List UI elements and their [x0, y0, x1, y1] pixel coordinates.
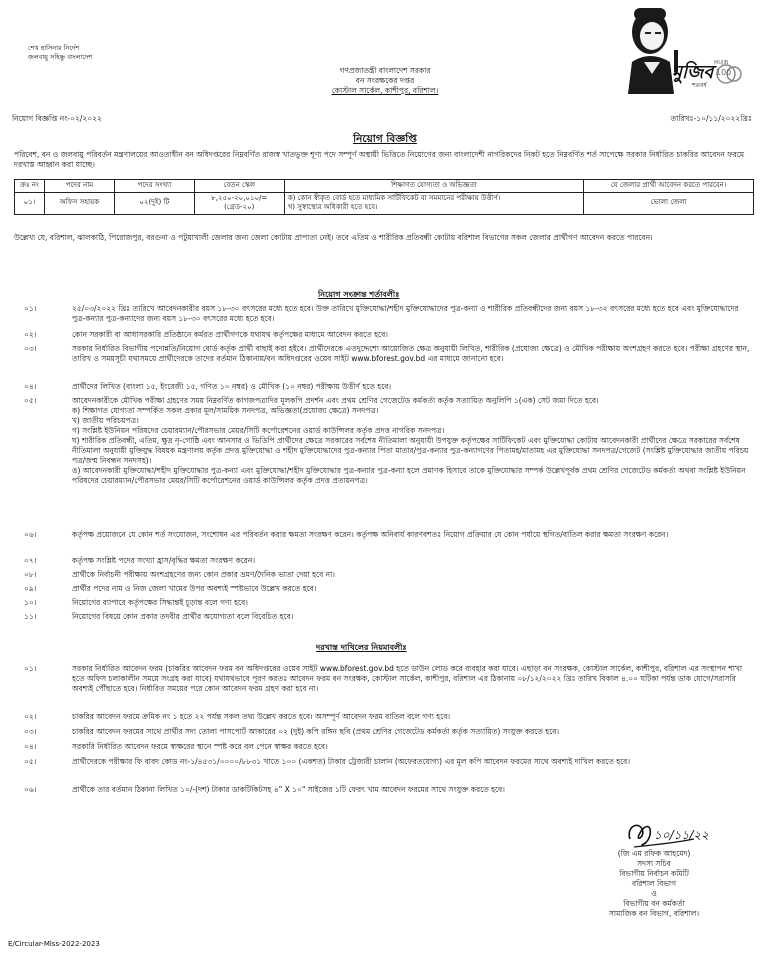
term-number: ০৪। [24, 382, 37, 391]
signer-block [574, 849, 734, 919]
motto-line-1: শেখ হাসিনার নির্দেশ [28, 44, 80, 52]
list-item [14, 727, 754, 737]
rule-number: ০৬। [24, 785, 37, 794]
qualification-item-2: খ) সুস্বাস্থ্যের অধিকারী হতে হবে। [287, 203, 378, 211]
cell-grade-value: (গ্রেড-২০) [224, 203, 255, 211]
term-number: ১০। [24, 598, 37, 607]
vacancy-table [14, 179, 754, 215]
rule-number: ০৪। [24, 742, 37, 751]
cell-district: ভোলা জেলা [584, 192, 754, 214]
list-item [14, 396, 754, 486]
list-item [14, 712, 754, 722]
signer-line-1: সদস্য সচিব [637, 859, 671, 868]
list-item [14, 584, 754, 594]
rule-text: চাকরির আবেদন ফরমে ক্রমিক নং ১ হতে ২২ পর্যন্ত সকল তথ্য উল্লেখ করতে হবে। অসম্পূর্ণ আবেদন ফরম বাতিল বলে গণ্য হবে। [72, 712, 451, 721]
org-line-1: গণপ্রজাতন্ত্রী বাংলাদেশ সরকার [339, 66, 431, 75]
terms-heading: নিয়োগ সংক্রান্ত শর্তাবলীঃ [318, 290, 400, 299]
signer-line-2: বিভাগীয় নির্বাচন কমিটি [619, 869, 689, 878]
rule-text: চাকরির আবেদন ফরমের সাথে প্রার্থীর সদ্য তোলা পাসপোর্ট আকারের ০২ (দুই) কপি রঙ্গিন ছবি (প্রথম শ্রেণির গেজেটেড কর্মকর্তা কর্তৃক সত্যায়িত) সংযুক্ত করতে হবে। [72, 727, 560, 736]
handwritten-signature [624, 817, 714, 851]
rule-number: ০৩। [24, 727, 37, 736]
cell-qualification [284, 192, 584, 214]
list-item [14, 304, 754, 324]
rule-number: ০১। [24, 664, 37, 673]
term-number: ০৫। [24, 396, 37, 405]
rule-text: প্রার্থীকে তার বর্তমান ঠিকানা লিখিত ১০/-(দশ) টাকার ডাকটিকিটসহ ৪" X ১০" সাইজের ১টি ফেরৎ খাম আবেদন ফরমের সাথে সংযুক্ত করতে হবে। [72, 785, 505, 794]
cell-post: অফিস সহায়ক [44, 192, 114, 214]
org-line-2: বন সংরক্ষকের দপ্তর [355, 76, 415, 85]
term-number: ০১। [24, 304, 37, 313]
memo-row [12, 114, 752, 126]
intro-paragraph: পরিবেশ, বন ও জলবায়ু পরিবর্তন মন্ত্রণালয়ের আওতাধীন বন অধিদপ্তরের নিম্নবর্ণিত রাজস্ব খাতভুক্ত শূণ্য পদে সম্পূর্ণ অস্থায়ী ভিত্তিতে নিয়োগের জন্য বাংলাদেশী নাগরিকদের নিকট হতে নিম্নবর্ণিত শর্ত সাপেক্ষে সরকার নির্ধারিত চাকরির আবেদন ফরমে দরখাস্ত আহ্বান করা যাচ্ছে। [14, 150, 745, 169]
term-number: ০৬। [24, 530, 37, 539]
mujib-centenary-emblem [614, 2, 742, 94]
list-item [14, 530, 754, 540]
signer-line-6: সামাজিক বন বিভাগ, বরিশাল। [608, 909, 700, 918]
qualification-item-1: ক) কোন স্বীকৃত বোর্ড হতে মাধ্যমিক সার্টিফিকেট বা সমমানের পরীক্ষায় উত্তীর্ণ। [287, 193, 501, 202]
table-header-row [15, 180, 754, 193]
list-item [14, 742, 754, 752]
term-number: ০২। [24, 330, 37, 339]
signer-name: (জি এম রফিক আহমেদ) [617, 849, 691, 858]
term-text: প্রার্থীদের লিখিত (বাংলা ১৫, ইংরেজী ১৫, গণিত ১০ নম্বর) ও মৌখিক (১০ নম্বর) পরীক্ষায় উত্তীর্ণ হতে হবে। [72, 382, 392, 391]
term-number: ০৩। [24, 344, 37, 353]
col-header-district: যে জেলার প্রার্থী আবেদন করতে পারবেন। [584, 180, 754, 193]
signature-date-scrawl: ১০/১১/২২ [654, 828, 709, 842]
memo-number: নিয়োগ বিজ্ঞপ্তি নং-০২/২০২২ [12, 114, 102, 123]
memo-date: তারিখঃ-১০/১১/২০২২খ্রিঃ [670, 114, 752, 123]
col-header-scale: বেতন স্কেল [194, 180, 284, 193]
list-item [14, 664, 754, 694]
motto-block [28, 44, 138, 62]
list-item [14, 785, 754, 795]
cell-serial: ০১। [15, 192, 45, 214]
term-text: আবেদনকারীকে মৌখিক পরীক্ষা গ্রহণের সময় নিম্নবর্ণিত কাগজপত্রাদির মূলকপি প্রদর্শন এবং প্রথম শ্রেণির গেজেটেড কর্মকর্তা কর্তৃক সত্যায়িত অনুলিপি ১(এক) সেট জমা দিতে হবে। [72, 396, 599, 405]
rule-text: প্রার্থীদেরকে পরীক্ষার ফি বাবদ কোড নং-১/৪৫৩১/০০০০/৮৮৩১ খাতে ১০০ (একশত) টাকার ট্রেজারী চালান (অফেরতযোগ্য) এর মূল কপি আবেদন ফরমের সাথে অবশ্যই দাখিল করতে হবে। [72, 757, 631, 766]
signer-line-3: বরিশাল বিভাগ [631, 879, 677, 888]
organization-header [250, 66, 520, 96]
term-text: ২৫/০৩/২০২২ খ্রিঃ তারিখে আবেদনকারীর বয়স ১৮-৩০ বৎসরের মধ্যে হতে হবে। উক্ত তারিখে মুক্তিযোদ্ধা/শহীদ মুক্তিযোদ্ধাদের পুত্র-কন্যা ও শারীরিক প্রতিবন্ধীদের জন্য বয়স ১৮-৩২ বৎসরের মধ্যে হতে হবে এবং মুক্তিযোদ্ধাদের পুত্র-কন্যার পুত্র-কন্যাদের জন্য বয়স ১৮-৩০ বৎসরের মধ্যে হতে হবে। [72, 304, 739, 323]
term-subitem: ক) শিক্ষাগত যোগ্যতা সম্পর্কিত সকল প্রকার মূল/সাময়িক সনদপত্র, অভিজ্ঞতা(প্রযোজ্য ক্ষেত্রে) সনদপত্র। [72, 406, 379, 415]
org-line-3: কোস্টাল সার্কেল, কাশীপুর, বরিশাল। [331, 86, 439, 95]
motto-line-2: জলবায়ু সহিষ্ণু বাংলাদেশ [28, 53, 93, 61]
term-number: ১১। [24, 612, 37, 621]
col-header-post: পদের নাম [44, 180, 114, 193]
term-number: ০৮। [24, 570, 37, 579]
emblem-script: মুজিব [672, 62, 714, 83]
list-item [14, 612, 754, 622]
emblem-small-text: শতবর্ষ [692, 82, 707, 89]
term-text: নিয়োগের ব্যাপারে কর্তৃপক্ষের সিদ্ধান্তই চূড়ান্ত বলে গণ্য হবে। [72, 598, 248, 607]
term-subitem: ঙ) আবেদনকারী মুক্তিযোদ্ধা/শহীদ মুক্তিযোদ্ধার পুত্র-কন্যা এবং মুক্তিযোদ্ধা/শহীদ মুক্তিযোদ্ধার পুত্র-কন্যার পুত্র-কন্যা হলে প্রমাণক হিসাবে তাকে মুক্তিযোদ্ধার সম্পর্ক উল্লেখপূর্বক প্রথম শ্রেণির গেজেটেড কর্মকর্তা অথবা সংশ্লিষ্ট ইউনিয়ন পরিষদের চেয়ারম্যান/পৌরসভার মেয়র/সিটি কর্পোরেশনের ওয়ার্ড কাউন্সিলর কর্তৃক প্রদত্ত প্রত্যয়নপত্র। [72, 466, 746, 485]
list-item [14, 382, 754, 392]
apply-rules-heading: দরখাস্ত দাখিলের নিয়মাবলীঃ [316, 643, 407, 652]
list-item [14, 330, 754, 340]
col-header-serial: ক্রঃ নং [15, 180, 45, 193]
cell-scale-value: ৮,২৫০-২০,০১০/= [211, 193, 268, 202]
term-subitem: গ) সংশ্লিষ্ট ইউনিয়ন পরিষদের চেয়ারম্যান/পৌরসভার মেয়র/সিটি কর্পোরেশনের ওয়ার্ড কাউন্সিলর কর্তৃক প্রদত্ত নাগরিক সনদপত্র। [72, 426, 445, 435]
term-text: কর্তৃপক্ষ সংশ্লিষ্ট পদের সংখ্যা হ্রাস/বৃদ্ধির ক্ষমতা সংরক্ষণ করেন। [72, 556, 255, 565]
term-number: ০৯। [24, 584, 37, 593]
footer-reference-code: E/Circular-Mlss-2022-2023 [8, 940, 100, 948]
emblem-number: 100 [716, 68, 732, 77]
term-text: প্রার্থীকে নির্বাচনী পরীক্ষায় অংশগ্রহণের জন্য কোন প্রকার ভ্রমণ/দৈনিক ভাতা দেয়া হবে না। [72, 570, 335, 579]
signer-line-4: ও [651, 889, 657, 898]
term-text: কোন সরকারী বা আধাসরকারি প্রতিষ্ঠানে কর্মরত প্রার্থীগণকে যথাযথ কর্তৃপক্ষের মাধ্যমে আবেদন করতে হবে। [72, 330, 388, 339]
list-item [14, 344, 754, 364]
signer-line-5: বিভাগীয় বন কর্মকর্তা [623, 899, 685, 908]
col-header-count: পদের সংখ্যা [114, 180, 194, 193]
list-item [14, 556, 754, 566]
list-item [14, 570, 754, 580]
list-item [14, 757, 754, 767]
term-subitem: খ) জাতীয় পরিচয়পত্র। [72, 416, 139, 425]
cell-scale [194, 192, 284, 214]
rule-text: সরকার নির্ধারিত আবেদন ফরম (চাকরির আবেদন ফরম বন অধিদপ্তরের ওয়েব সাইট www.bforest.gov.bd হতে ডাউন লোড করে ব্যবহার করা যাবে। এছাড়া বন সংরক্ষক, কোস্টাল সার্কেল, কাশীপুর, বরিশাল এর সংস্থাপন শাখা হতে অফিস চলাকালীন সময়ে সংগ্রহ করা যাবে) যথাযথভাবে পূরণ করতঃ আবেদন ফরম বন সংরক্ষক, কোস্টাল সার্কেল, কাশীপুর, বরিশাল এর ঠিকানায় ০৮/১২/২০২২ খ্রিঃ তারিখ বিকাল ৪.০০ ঘটিকা পর্যন্ত ডাক যোগে/সরাসরি অবশ্যই পৌঁছাতে হবে। নির্ধারিত সময়ের পরে কোন আবেদন ফরম গ্রহণ করা হবে না। [72, 664, 743, 693]
list-item [14, 598, 754, 608]
term-number: ০৭। [24, 556, 37, 565]
rule-number: ০২। [24, 712, 37, 721]
term-subitem: ঘ) শারীরিক প্রতিবন্ধী, এতিম, ক্ষুদ্র নৃ-গোষ্ঠি এবং আনসার ও ভিডিপি প্রার্থীদের ক্ষেত্রে সরকারের সর্বশেষ নীতিমালা অনুযায়ী উপযুক্ত কর্তৃপক্ষের সার্টিফিকেট এবং মুক্তিযোদ্ধা কোটায় আবেদনকারী প্রার্থীদের ক্ষেত্রে সরকারের সর্বশেষ নীতিমালা অনুযায়ী মুক্তিযুদ্ধ বিষয়ক মন্ত্রণালয় কর্তৃক প্রদত্ত মুক্তিযোদ্ধা ও শহীদ মুক্তিযোদ্ধাদের পুত্র-কন্যার পিতা মাতার/পুত্র-কন্যার পুত্র-কন্যাগণের পিতামহ/মাতামহ এর মুক্তিযোদ্ধা সনদপত্র/গেজেট (সংশ্লিষ্ট মুক্তিযোদ্ধার জাতীয় পরিচয় পত্র/জন্ম নিবন্ধন সনদসহ)। [72, 436, 749, 465]
rule-text: সরকারি নির্ধারিত আবেদন ফরমে স্বাক্ষরের স্থানে স্পষ্ট করে বল পেনে স্বাক্ষর করতে হবে। [72, 742, 328, 751]
quota-note: উল্লেখ্য যে, বরিশাল, ঝালকাঠি, পিরোজপুর, বরগুনা ও পটুয়াখালী জেলার জন্য জেলা কোটায় প্রাপ্যতা নেই। তবে এতিম ও শারীরিক প্রতিবন্ধী কোটায় বরিশাল বিভাগের সকল জেলার প্রার্থীগণ আবেদন করতে পারবেন। [14, 233, 653, 242]
rule-number: ০৫। [24, 757, 37, 766]
emblem-label: MUJIB [714, 60, 729, 66]
term-text: কর্তৃপক্ষ প্রয়োজনে যে কোন শর্ত সংযোজন, সংশোধন এর পরিবর্তন করার ক্ষমতা সংরক্ষণ করেন। কর্তৃপক্ষ অনিবার্য কারণবশতঃ নিয়োগ প্রক্রিয়ার যে কোন পর্যায়ে স্থগিত/বাতিল করার ক্ষমতা সংরক্ষণ করেন। [72, 530, 669, 539]
table-row [15, 192, 754, 214]
notice-title: নিয়োগ বিজ্ঞপ্তি [353, 133, 417, 145]
term-text: সরকার নির্ধারিত বিভাগীয় পদোন্নতি/নিয়োগ বোর্ড কর্তৃক প্রার্থী বাছাই করা হইবে। প্রার্থীদেরকে এতদুদ্দেশ্যে আয়োজিত ক্ষেত্র অনুযায়ী লিখিত, শারীরিক (প্রযোজ্য ক্ষেত্রে) ও মৌখিক পরীক্ষায় অংশগ্রহণ করতে হবে। পরীক্ষা গ্রহণের স্থান, তারিখ ও সময়সূচী যথাসময়ে প্রার্থীদেরকে তাদের বর্তমান ঠিকানায়/বন অধিদপ্তরের ওয়েব সাইট www.bforest.gov.bd এর মাধ্যমে জানানো হবে। [72, 344, 750, 363]
term-text: প্রার্থীর পদের নাম ও নিজ জেলা খামের উপর অবশ্যই স্পষ্টভাবে উল্লেখ করতে হবে। [72, 584, 317, 593]
col-header-qualification: শিক্ষাগত যোগ্যতা ও অভিজ্ঞতা [284, 180, 584, 193]
term-text: নিয়োগের বিষয়ে কোন প্রকার তদবীর প্রার্থীর অযোগ্যতা বলে বিবেচিত হবে। [72, 612, 294, 621]
cell-count: ০২(দুই) টি [114, 192, 194, 214]
